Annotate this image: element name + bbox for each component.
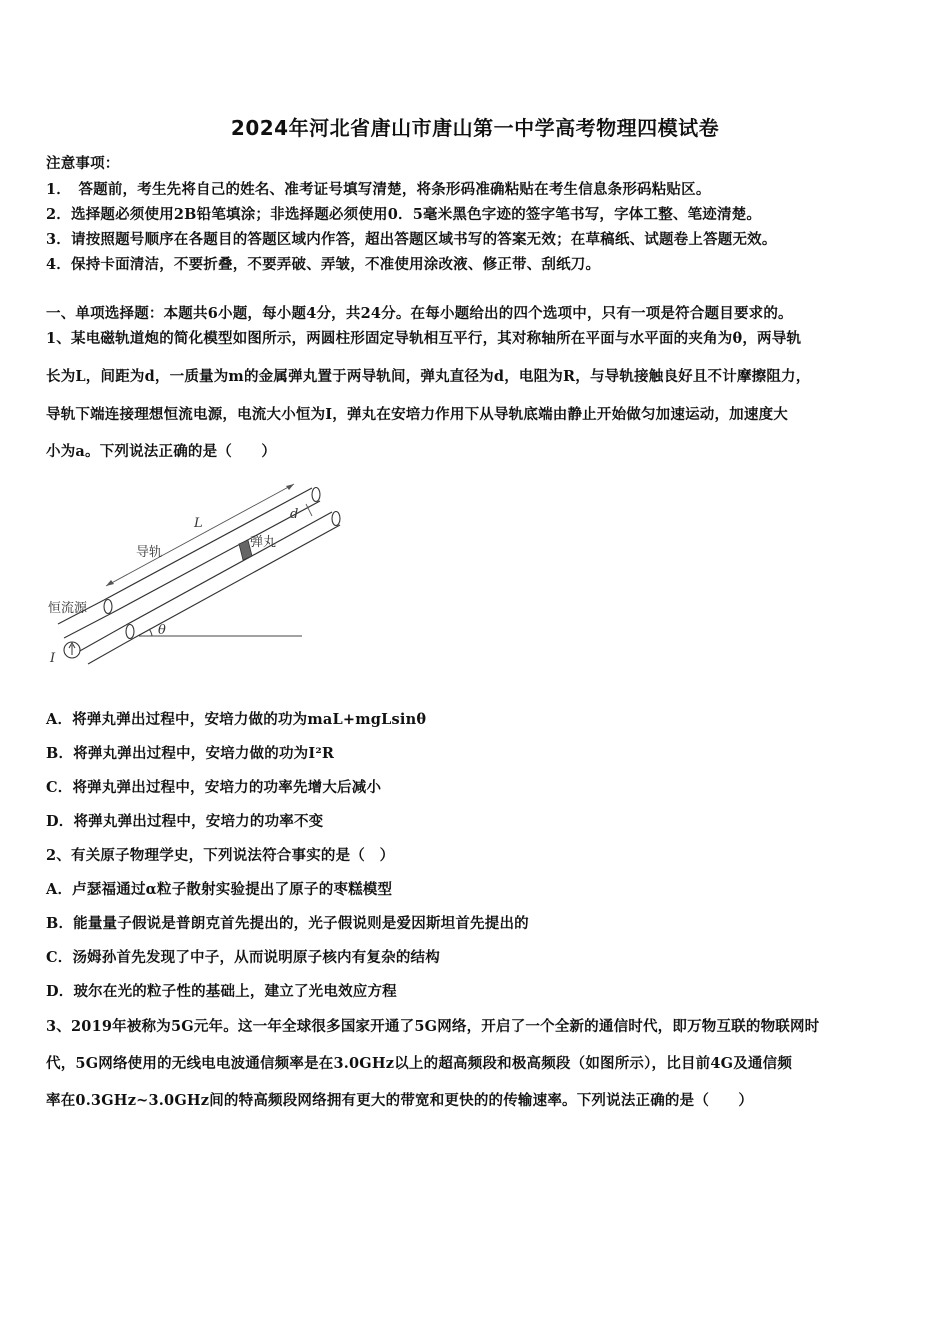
upper-rail-start <box>104 600 112 614</box>
railgun-figure <box>44 472 354 672</box>
q1-option-a: A．将弹丸弹出过程中，安培力做的功为maL+mgLsinθ <box>46 711 427 728</box>
q2-option-c: C．汤姆孙首先发现了中子，从而说明原子核内有复杂的结构 <box>46 949 440 966</box>
notice-item-2: 2．选择题必须使用2B铅笔填涂；非选择题必须使用0．5毫米黑色字迹的签字笔书写，字体工整、笔迹清楚。 <box>46 206 762 223</box>
notice-item-3: 3．请按照题号顺序在各题目的答题区域内作答，超出答题区域书写的答案无效；在草稿纸、试题卷上答题无效。 <box>46 231 777 248</box>
label-source: 恒流源 <box>48 601 88 616</box>
q1-stem-line-2: 长为L，间距为d，一质量为m的金属弹丸置于两导轨间，弹丸直径为d，电阻为R，与导轨接触良好且不计摩擦阻力， <box>46 368 811 385</box>
q2-option-b: B．能量量子假说是普朗克首先提出的，光子假说则是爱因斯坦首先提出的 <box>46 915 529 932</box>
q3-stem-line-2: 代，5G网络使用的无线电电波通信频率是在3.0GHz以上的超高频段和极高频段（如图所示），比目前4G及通信频 <box>46 1055 793 1072</box>
q3-stem-line-1: 3、2019年被称为5G元年。这一年全球很多国家开通了5G网络，开启了一个全新的通信时代，即万物互联的物联网时 <box>46 1018 820 1035</box>
angle-arc <box>149 629 152 636</box>
notice-item-1: 1． 答题前，考生先将自己的姓名、准考证号填写清楚，将条形码准确粘贴在考生信息条形码粘贴区。 <box>46 181 711 198</box>
q1-option-b: B．将弹丸弹出过程中，安培力做的功为I²R <box>46 745 335 762</box>
page-title: 2024年河北省唐山市唐山第一中学高考物理四模试卷 <box>230 116 720 140</box>
q1-option-d: D．将弹丸弹出过程中，安培力的功率不变 <box>46 813 324 830</box>
lower-rail-edge-bottom <box>134 525 340 638</box>
q1-option-c: C．将弹丸弹出过程中，安培力的功率先增大后减小 <box>46 779 382 796</box>
upper-rail-edge-top <box>104 488 312 600</box>
label-length: L <box>194 516 203 531</box>
label-angle: θ <box>158 623 166 638</box>
upper-rail-end <box>312 488 320 502</box>
q2-option-a: A．卢瑟福通过α粒子散射实验提出了原子的枣糕模型 <box>46 881 393 898</box>
length-arrow-start <box>106 580 114 586</box>
q1-stem-line-4: 小为a。下列说法正确的是（ ） <box>46 443 277 460</box>
lower-rail-start <box>126 625 134 639</box>
length-arrow-end <box>286 484 294 490</box>
lead-lower-a <box>78 625 126 652</box>
section-heading: 一、单项选择题：本题共6小题，每小题4分，共24分。在每小题给出的四个选项中，只有一项是符合题目要求的。 <box>46 305 793 322</box>
label-spacing: d <box>290 507 299 522</box>
notice-item-4: 4．保持卡面清洁，不要折叠，不要弄破、弄皱，不准使用涂改液、修正带、刮纸刀。 <box>46 256 601 273</box>
lower-rail-end <box>332 512 340 526</box>
railgun-diagram <box>44 472 354 672</box>
notice-heading: 注意事项： <box>46 155 120 172</box>
label-bullet: 弹丸 <box>250 535 277 550</box>
q2-stem: 2、有关原子物理学史，下列说法符合事实的是（ ） <box>46 847 395 864</box>
q1-stem-line-3: 导轨下端连接理想恒流电源，电流大小恒为I，弹丸在安培力作用下从导轨底端由静止开始做匀加速运动，加速度大 <box>46 406 788 423</box>
q1-stem-line-1: 1、某电磁轨道炮的简化模型如图所示，两圆柱形固定导轨相互平行，其对称轴所在平面与水平面的夹角为θ，两导轨 <box>46 330 802 347</box>
label-current: I <box>50 651 56 666</box>
lower-rail-edge-top <box>126 512 332 625</box>
label-rail: 导轨 <box>136 545 163 560</box>
q2-option-d: D．玻尔在光的粒子性的基础上，建立了光电效应方程 <box>46 983 397 1000</box>
q3-stem-line-3: 率在0.3GHz~3.0GHz间的特高频段网络拥有更大的带宽和更快的的传输速率。下列说法正确的是（ ） <box>46 1092 754 1109</box>
